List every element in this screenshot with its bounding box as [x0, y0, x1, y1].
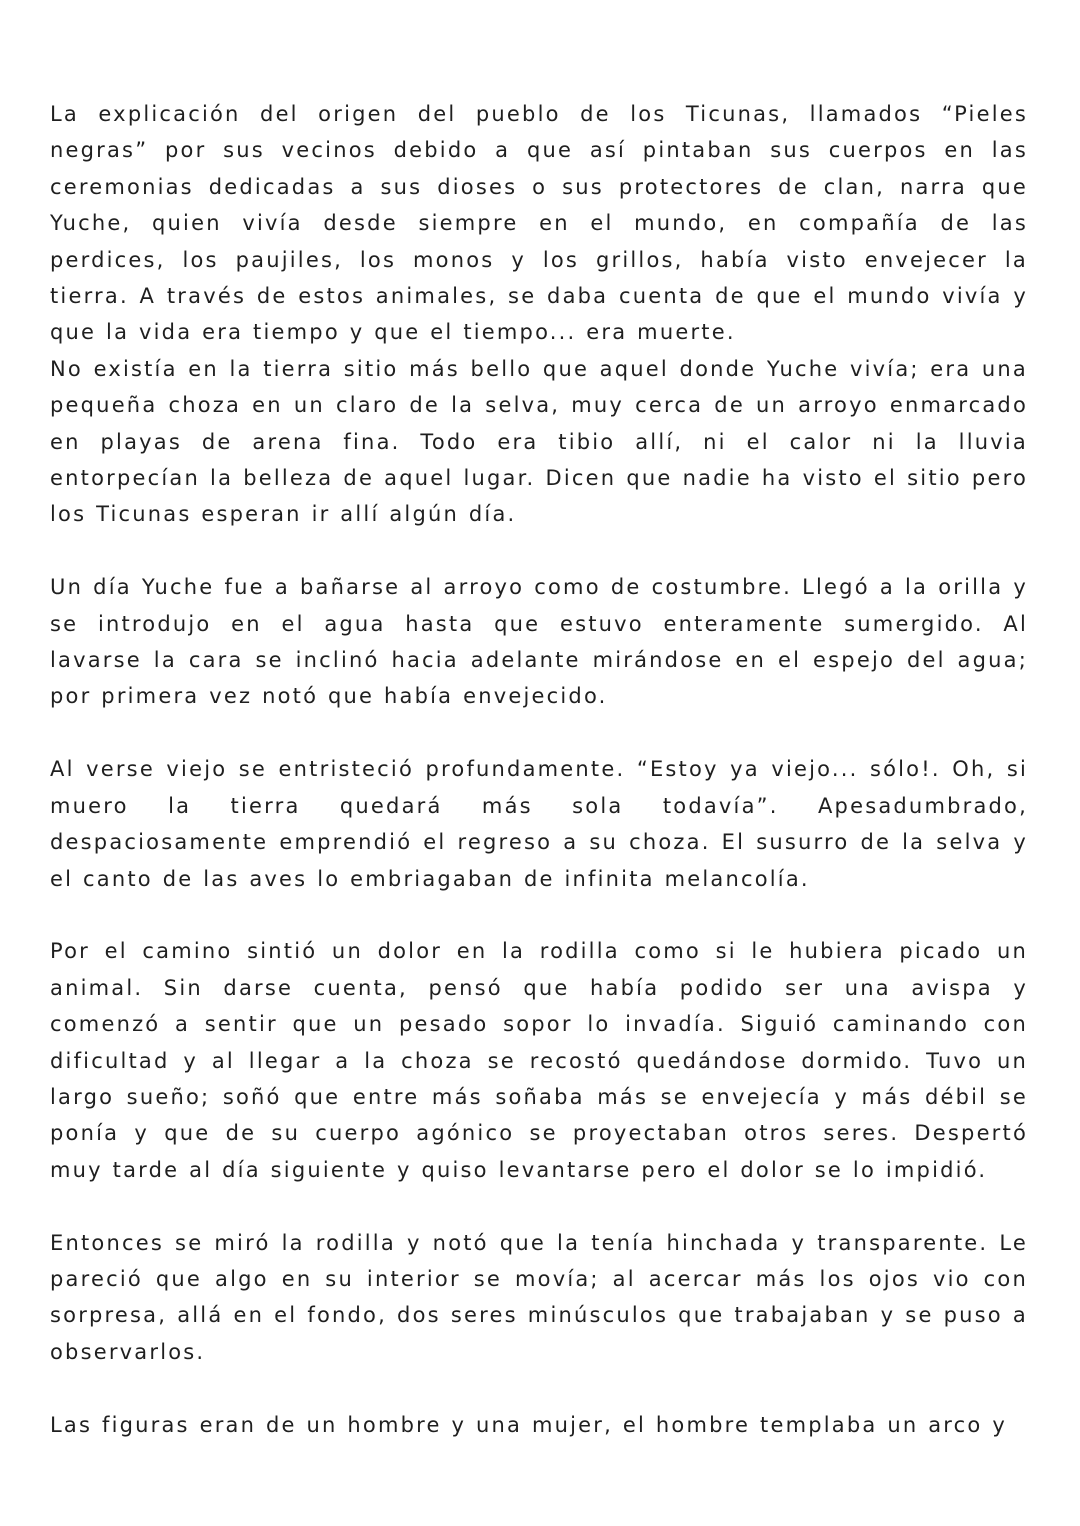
paragraph-origin-ticunas: La explicación del origen del pueblo de los Ticunas, llamados “Pieles negras” por sus vecinos debido a que así pintaban sus cuerpos en las ceremonias dedicadas a sus dioses o sus protectores de clan, narra que Yuche, quien vivía desde siempre en el mundo, en compañía de las perdices, los paujiles, los monos y los grillos, había visto envejecer la tierra. A través de estos animales, se daba cuenta de que el mundo vivía y que la vida era tiempo y que el tiempo... era muerte. [50, 102, 1028, 345]
paragraph-knee-pain: Por el camino sintió un dolor en la rodilla como si le hubiera picado un animal. Sin darse cuenta, pensó que había podido ser una avispa y comenzó a sentir que un pesado sopor lo invadía. Siguió caminando con dificultad y al llegar a la choza se recostó quedándose dormido. Tuvo un largo sueño; soñó que entre más soñaba más se envejecía y más débil se ponía y que de su cuerpo agónico se proyectaban otros seres. Despertó muy tarde al día siguiente y quiso levantarse pero el dolor se lo impidió. [50, 939, 1028, 1182]
paragraph-yuche-home: No existía en la tierra sitio más bello que aquel donde Yuche vivía; era una pequeña choza en un claro de la selva, muy cerca de un arroyo enmarcado en playas de arena fina. Todo era tibio allí, ni el calor ni la lluvia entorpecían la belleza de aquel lugar. Dicen que nadie ha visto el sitio pero los Ticunas esperan ir allí algún día. [50, 356, 1028, 527]
document-body [50, 96, 1028, 1443]
paragraph-figures: Las figuras eran de un hombre y una mujer, el hombre templaba un arco y [50, 1412, 1007, 1437]
paragraph-sadness: Al verse viejo se entristeció profundamente. “Estoy ya viejo... sólo!. Oh, si muero la tierra quedará más sola todavía”. Apesadumbrado, despaciosamente emprendió el regreso a su choza. El susurro de la selva y el canto de las aves lo embriagaban de infinita melancolía. [50, 757, 1028, 891]
paragraph-knee-beings: Entonces se miró la rodilla y notó que la tenía hinchada y transparente. Le pareció que algo en su interior se movía; al acercar más los ojos vio con sorpresa, allá en el fondo, dos seres minúsculos que trabajaban y se puso a observarlos. [50, 1230, 1028, 1364]
paragraph-bath-arroyo: Un día Yuche fue a bañarse al arroyo como de costumbre. Llegó a la orilla y se introdujo en el agua hasta que estuvo enteramente sumergido. Al lavarse la cara se inclinó hacia adelante mirándose en el espejo del agua; por primera vez notó que había envejecido. [50, 575, 1028, 709]
